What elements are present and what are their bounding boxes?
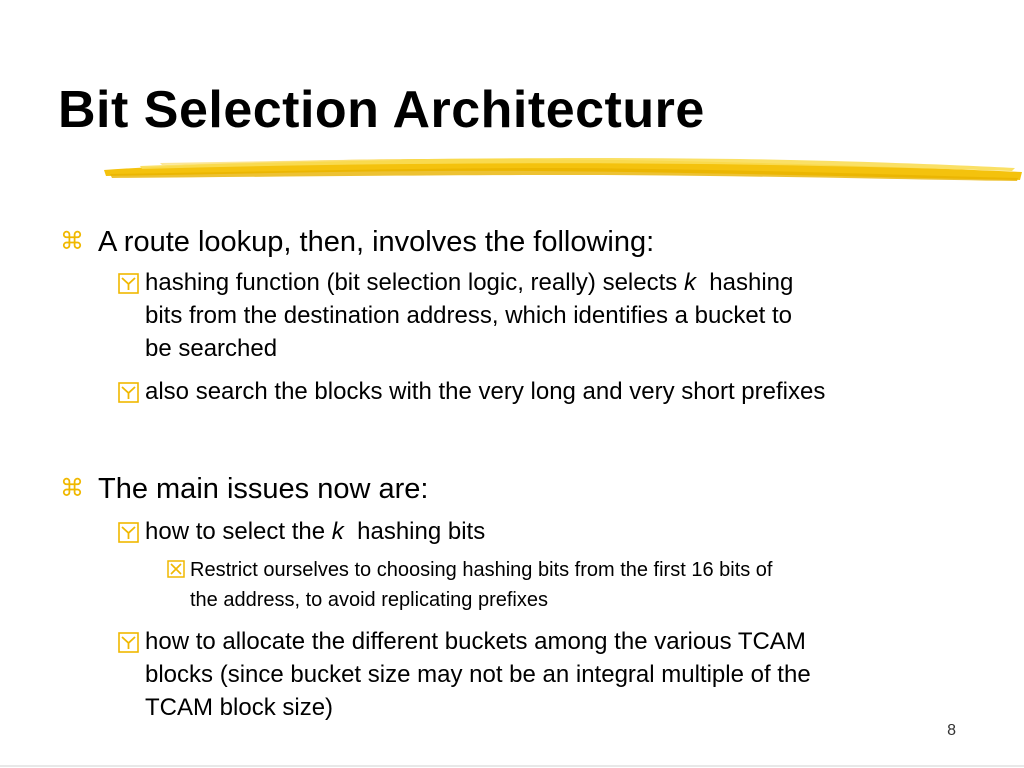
bullet-line: blocks (since bucket size may not be an integral multiple of the: [145, 661, 811, 688]
bullet-line: be searched: [145, 335, 278, 362]
bullet-line: TCAM block size): [145, 694, 334, 721]
bullet-line: Restrict ourselves to choosing hashing bits from the first 16 bits of: [190, 559, 773, 581]
command-key-bullet-icon: ⌘: [60, 228, 84, 255]
bullet-level2: [145, 625, 811, 724]
bullet-level3: [190, 555, 773, 615]
bullet-level2: [145, 375, 825, 408]
bullet-line: also search the blocks with the very long and very short prefixes: [145, 378, 826, 405]
bullet-level1: [60, 472, 429, 506]
bullet-text: A route lookup, then, involves the following:: [98, 226, 655, 258]
bullet-text: how to select the: [145, 518, 332, 545]
bullet-level2: [145, 515, 485, 548]
bullet-text: hashing function (bit selection logic, really) selects: [145, 269, 684, 296]
command-key-bullet-icon: ⌘: [60, 475, 84, 502]
checkbox-y-bullet-icon: [118, 522, 139, 543]
checkbox-y-bullet-icon: [118, 632, 139, 653]
emphasis-k: k: [683, 269, 696, 296]
slide-title: Bit Selection Architecture: [58, 81, 705, 139]
bullet-line: the address, to avoid replicating prefixes: [190, 589, 548, 611]
bullet-line: [145, 515, 485, 548]
checkbox-y-bullet-icon: [118, 273, 139, 294]
page-number: 8: [947, 722, 956, 739]
bullet-text: The main issues now are:: [98, 473, 429, 505]
bullet-level1: [60, 225, 655, 259]
footer-divider: [0, 765, 1024, 767]
bullet-text: hashing bits: [343, 518, 486, 545]
bullet-line: how to allocate the different buckets among the various TCAM: [145, 628, 806, 655]
bullet-line: [145, 266, 793, 299]
bullet-text: hashing: [695, 269, 794, 296]
emphasis-k: k: [331, 518, 344, 545]
checkbox-x-bullet-icon: [167, 560, 185, 578]
bullet-level2: [145, 266, 793, 365]
bullet-line: bits from the destination address, which identifies a bucket to: [145, 302, 793, 329]
checkbox-y-bullet-icon: [118, 382, 139, 403]
